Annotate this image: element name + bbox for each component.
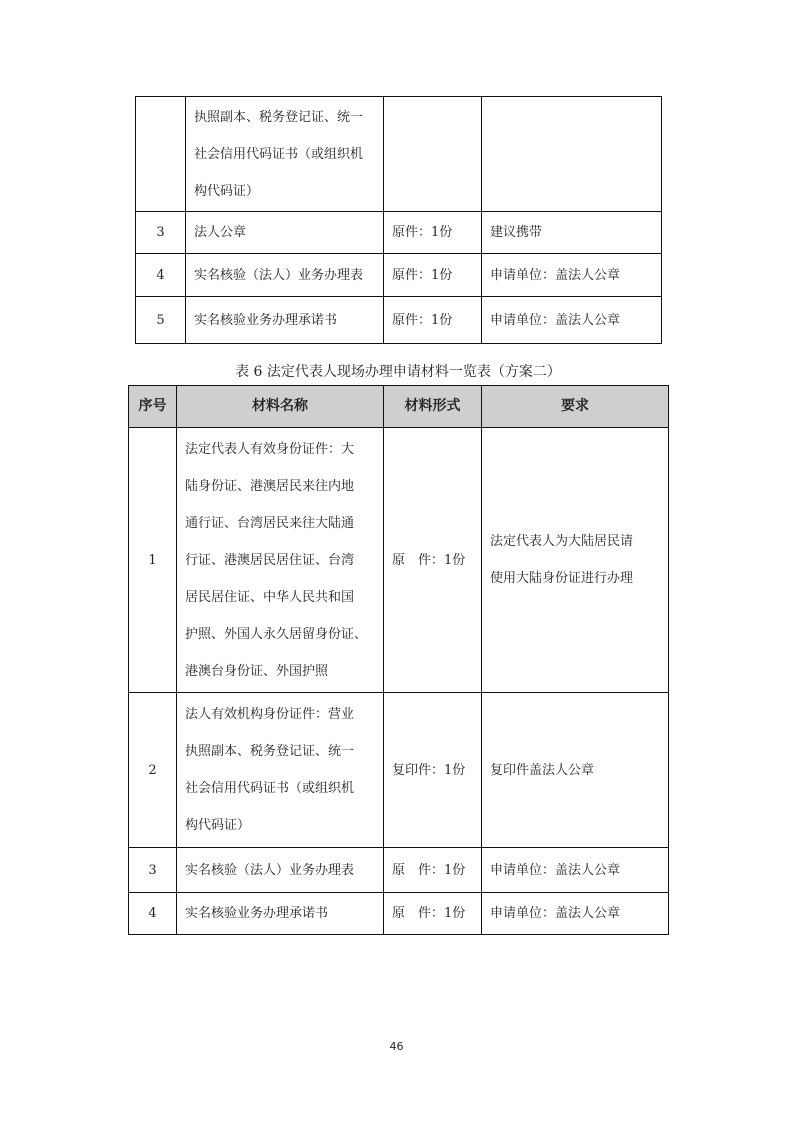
cell-req: 申请单位：盖法人公章 [482, 297, 662, 344]
cell-req: 复印件盖法人公章 [482, 693, 669, 848]
cell-name: 实名核验（法人）业务办理表 [177, 848, 384, 893]
materials-table-continued [135, 96, 662, 344]
table-row [136, 212, 662, 254]
cell-form: 原件：1份 [384, 297, 482, 344]
cell-name: 实名核验（法人）业务办理表 [186, 254, 384, 297]
table-row [129, 893, 669, 935]
page-number: 46 [389, 1040, 404, 1053]
table-row [129, 693, 669, 848]
cell-req: 申请单位：盖法人公章 [482, 893, 669, 935]
table-row [129, 848, 669, 893]
cell-name: 执照副本、税务登记证、统一 社会信用代码证书（或组织机 构代码证） [186, 97, 384, 212]
cell-form: 原件：1份 [384, 212, 482, 254]
table-row [136, 297, 662, 344]
cell-req [482, 97, 662, 212]
table-caption: 表 6 法定代表人现场办理申请材料一览表（方案二） [235, 364, 561, 380]
cell-req: 申请单位：盖法人公章 [482, 254, 662, 297]
cell-form: 原 件：1份 [384, 848, 482, 893]
table-header-row [129, 386, 669, 428]
cell-form: 原 件：1份 [384, 428, 482, 693]
cell-req: 建议携带 [482, 212, 662, 254]
cell-name: 法人有效机构身份证件：营业 执照副本、税务登记证、统一 社会信用代码证书（或组织机 构代码证） [177, 693, 384, 848]
cell-form [384, 97, 482, 212]
cell-num: 4 [136, 254, 186, 297]
cell-name: 法人公章 [186, 212, 384, 254]
cell-name: 实名核验业务办理承诺书 [177, 893, 384, 935]
cell-req: 申请单位：盖法人公章 [482, 848, 669, 893]
table-row [129, 428, 669, 693]
cell-form: 原 件：1份 [384, 893, 482, 935]
cell-form: 原件：1份 [384, 254, 482, 297]
table-row [136, 97, 662, 212]
cell-name: 法定代表人有效身份证件：大 陆身份证、港澳居民来往内地 通行证、台湾居民来往大陆通 行证、港澳居民居住证、台湾 居民居住证、中华人民共和国 护照、外国人永久居留身份证、 港澳台身份证、外国护照 [177, 428, 384, 693]
cell-num: 1 [129, 428, 177, 693]
cell-form: 复印件：1份 [384, 693, 482, 848]
cell-num: 2 [129, 693, 177, 848]
cell-name: 实名核验业务办理承诺书 [186, 297, 384, 344]
table-row [136, 254, 662, 297]
cell-num: 5 [136, 297, 186, 344]
header-req: 要求 [482, 386, 669, 428]
header-num: 序号 [129, 386, 177, 428]
header-form: 材料形式 [384, 386, 482, 428]
cell-num: 3 [129, 848, 177, 893]
cell-num: 4 [129, 893, 177, 935]
header-name: 材料名称 [177, 386, 384, 428]
cell-num [136, 97, 186, 212]
cell-num: 3 [136, 212, 186, 254]
cell-req: 法定代表人为大陆居民请 使用大陆身份证进行办理 [482, 428, 669, 693]
materials-table-plan-two [128, 385, 669, 935]
